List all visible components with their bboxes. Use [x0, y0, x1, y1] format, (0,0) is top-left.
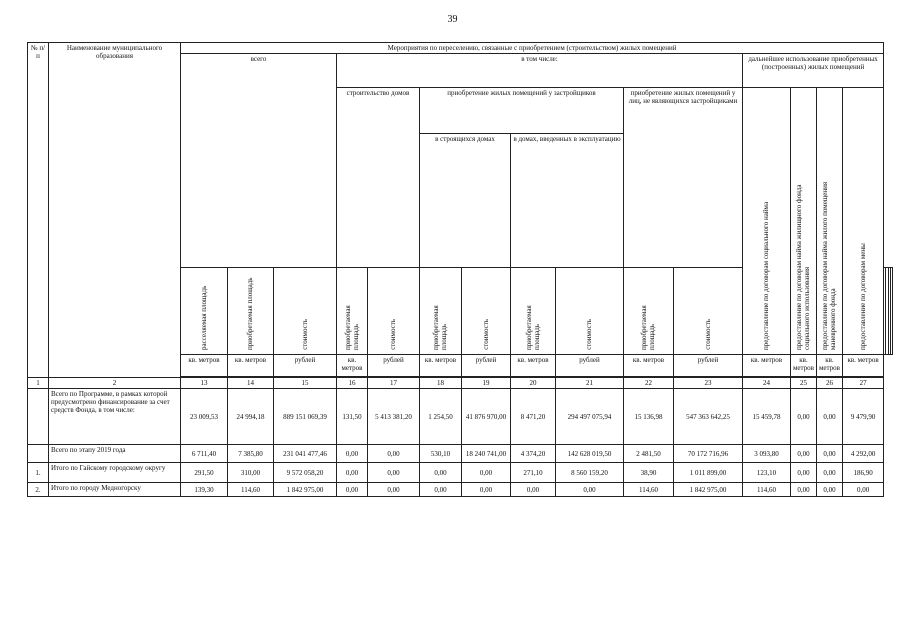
header-incl: в том числе: — [337, 54, 743, 88]
table-cell: 15 459,78 — [743, 389, 791, 445]
unit: рублей — [274, 355, 337, 377]
table-cell: 15 136,98 — [624, 389, 674, 445]
table-cell: 131,50 — [337, 389, 368, 445]
table-cell: 0,00 — [337, 483, 368, 497]
unit: кв. метров — [511, 355, 556, 377]
header-area-acquired: приобретаемая площадь — [228, 268, 274, 355]
header-commissioned: в домах, введенных в эксплуатацию — [511, 134, 624, 268]
table-row — [28, 463, 893, 483]
table-cell: 291,50 — [181, 463, 228, 483]
col-number: 16 — [337, 378, 368, 389]
unit: кв. метров — [843, 355, 884, 377]
header-area-acquired: приобретаемая площадь — [624, 268, 674, 355]
header-area-acquired: приобретаемая площадь — [511, 268, 556, 355]
col-number: 15 — [274, 378, 337, 389]
table-cell: 18 240 741,00 — [462, 445, 511, 463]
table-cell: 0,00 — [817, 483, 843, 497]
page-number: 39 — [447, 14, 458, 25]
table-cell: 0,00 — [368, 463, 420, 483]
unit: рублей — [556, 355, 624, 377]
table-cell: 123,10 — [743, 463, 791, 483]
table-cell: 0,00 — [556, 483, 624, 497]
col-number: 14 — [228, 378, 274, 389]
col-number: 24 — [743, 378, 791, 389]
table-cell: 114,60 — [743, 483, 791, 497]
header-area-resettled: расселяемая площадь — [181, 268, 228, 355]
header-col-name: Наименование муниципального образования — [49, 43, 181, 378]
unit: кв. метров — [743, 355, 791, 377]
unit: рублей — [462, 355, 511, 377]
table-cell: 114,60 — [228, 483, 274, 497]
table-cell: 24 994,18 — [228, 389, 274, 445]
unit: кв. метров — [624, 355, 674, 377]
column-number-row — [28, 378, 893, 389]
col-number: 18 — [420, 378, 462, 389]
table-cell: 8 471,20 — [511, 389, 556, 445]
table-row — [28, 483, 893, 497]
table-cell: 0,00 — [368, 483, 420, 497]
table-cell: 0,00 — [462, 483, 511, 497]
unit: кв. метров — [817, 355, 843, 377]
header-total: всего — [181, 54, 337, 268]
col-number: 2 — [49, 378, 181, 389]
col-number: 17 — [368, 378, 420, 389]
table-cell: 9 572 058,20 — [274, 463, 337, 483]
table-cell: 0,00 — [843, 483, 884, 497]
unit: рублей — [674, 355, 743, 377]
row-number — [28, 389, 49, 445]
header-use-maneuver: предоставление по договорам найма жилого помещения маневренного фонда — [817, 88, 843, 355]
table-cell: 889 151 069,39 — [274, 389, 337, 445]
table-cell: 0,00 — [337, 445, 368, 463]
table-cell: 1 254,50 — [420, 389, 462, 445]
header-cost: стоимость — [674, 268, 743, 355]
table-cell: 8 560 159,20 — [556, 463, 624, 483]
table-cell: 1 842 975,00 — [674, 483, 743, 497]
header-future: дальнейшее использование приобретенных (построенных) жилых помещений — [743, 54, 884, 88]
table-cell: 4 374,20 — [511, 445, 556, 463]
col-number: 19 — [462, 378, 511, 389]
table-cell: 0,00 — [791, 445, 817, 463]
header-cost: стоимость — [274, 268, 337, 355]
header-area — [890, 268, 892, 355]
header-cost: стоимость — [368, 268, 420, 355]
row-number — [28, 445, 49, 463]
unit: кв. метров — [228, 355, 274, 377]
table-cell: 0,00 — [462, 463, 511, 483]
col-number: 22 — [624, 378, 674, 389]
table-cell: 547 363 642,25 — [674, 389, 743, 445]
table-cell: 41 876 970,00 — [462, 389, 511, 445]
header-cost: стоимость — [462, 268, 511, 355]
table-cell: 0,00 — [791, 389, 817, 445]
header-use-commercial-social: предоставление по договорам найма жилищного фонда социального использования — [791, 88, 817, 355]
table-cell: 0,00 — [817, 463, 843, 483]
col-number: 1 — [28, 378, 49, 389]
table-cell: 139,30 — [181, 483, 228, 497]
col-number: 21 — [556, 378, 624, 389]
table-cell: 3 093,80 — [743, 445, 791, 463]
table-cell: 0,00 — [420, 463, 462, 483]
header-area-acquired: приобретаемая площадь — [420, 268, 462, 355]
header-from-non-dev: приобретение жилых помещений у лиц, не являющихся застройщиками — [624, 88, 743, 268]
row-name: Всего по Программе, в рамках которой предусмотрено финансирование за счет средств Фонда, в том числе: — [49, 389, 181, 445]
header-col-num: № п/п — [28, 43, 49, 378]
header-use-exchange: предоставление по договорам мены — [843, 88, 884, 355]
table-cell: 310,00 — [228, 463, 274, 483]
unit: кв. метров — [337, 355, 368, 377]
table-cell: 4 292,00 — [843, 445, 884, 463]
table-cell: 0,00 — [337, 463, 368, 483]
table-cell: 9 479,90 — [843, 389, 884, 445]
table-cell: 186,90 — [843, 463, 884, 483]
table-cell: 530,10 — [420, 445, 462, 463]
table-cell: 0,00 — [817, 445, 843, 463]
table-cell: 7 385,80 — [228, 445, 274, 463]
table-cell: 0,00 — [791, 483, 817, 497]
header-top: Мероприятия по переселению, связанные с приобретением (строительством) жилых помещений — [181, 43, 884, 54]
header-under-constr: в строящихся домах — [420, 134, 511, 268]
table-cell: 5 413 381,20 — [368, 389, 420, 445]
header-from-dev: приобретение жилых помещений у застройщиков — [420, 88, 624, 134]
col-number: 13 — [181, 378, 228, 389]
table-cell: 294 497 075,94 — [556, 389, 624, 445]
table-cell: 6 711,40 — [181, 445, 228, 463]
col-number: 27 — [843, 378, 884, 389]
header-cost: стоимость — [556, 268, 624, 355]
header-use-social: предоставление по договорам социального найма — [743, 88, 791, 355]
unit: кв. метров — [181, 355, 228, 377]
table-cell: 0,00 — [511, 483, 556, 497]
table-cell: 70 172 716,96 — [674, 445, 743, 463]
table-cell: 0,00 — [791, 463, 817, 483]
table-cell: 0,00 — [368, 445, 420, 463]
unit: рублей — [368, 355, 420, 377]
table-row — [28, 389, 893, 445]
table-cell: 271,10 — [511, 463, 556, 483]
resettlement-table — [27, 42, 893, 497]
row-number: 2. — [28, 483, 49, 497]
unit: кв. метров — [791, 355, 817, 377]
header-area-acquired: приобретаемая площадь — [337, 268, 368, 355]
col-number: 26 — [817, 378, 843, 389]
col-number: 20 — [511, 378, 556, 389]
table-cell: 0,00 — [817, 389, 843, 445]
col-number: 23 — [674, 378, 743, 389]
table-cell: 231 041 477,46 — [274, 445, 337, 463]
row-number: 1. — [28, 463, 49, 483]
table-cell: 1 011 899,00 — [674, 463, 743, 483]
row-name: Итого по городу Медногорску — [49, 483, 181, 497]
table-cell: 1 842 975,00 — [274, 483, 337, 497]
row-name: Всего по этапу 2019 года — [49, 445, 181, 463]
header-construction: строительство домов — [337, 88, 420, 268]
table-cell: 142 628 019,50 — [556, 445, 624, 463]
table-cell: 38,90 — [624, 463, 674, 483]
row-name: Итого по Гайскому городскому округу — [49, 463, 181, 483]
table-cell: 0,00 — [420, 483, 462, 497]
table-cell: 2 481,50 — [624, 445, 674, 463]
table-cell: 23 009,53 — [181, 389, 228, 445]
table-cell: 114,60 — [624, 483, 674, 497]
col-number: 25 — [791, 378, 817, 389]
table-row — [28, 445, 893, 463]
unit: кв. метров — [420, 355, 462, 377]
